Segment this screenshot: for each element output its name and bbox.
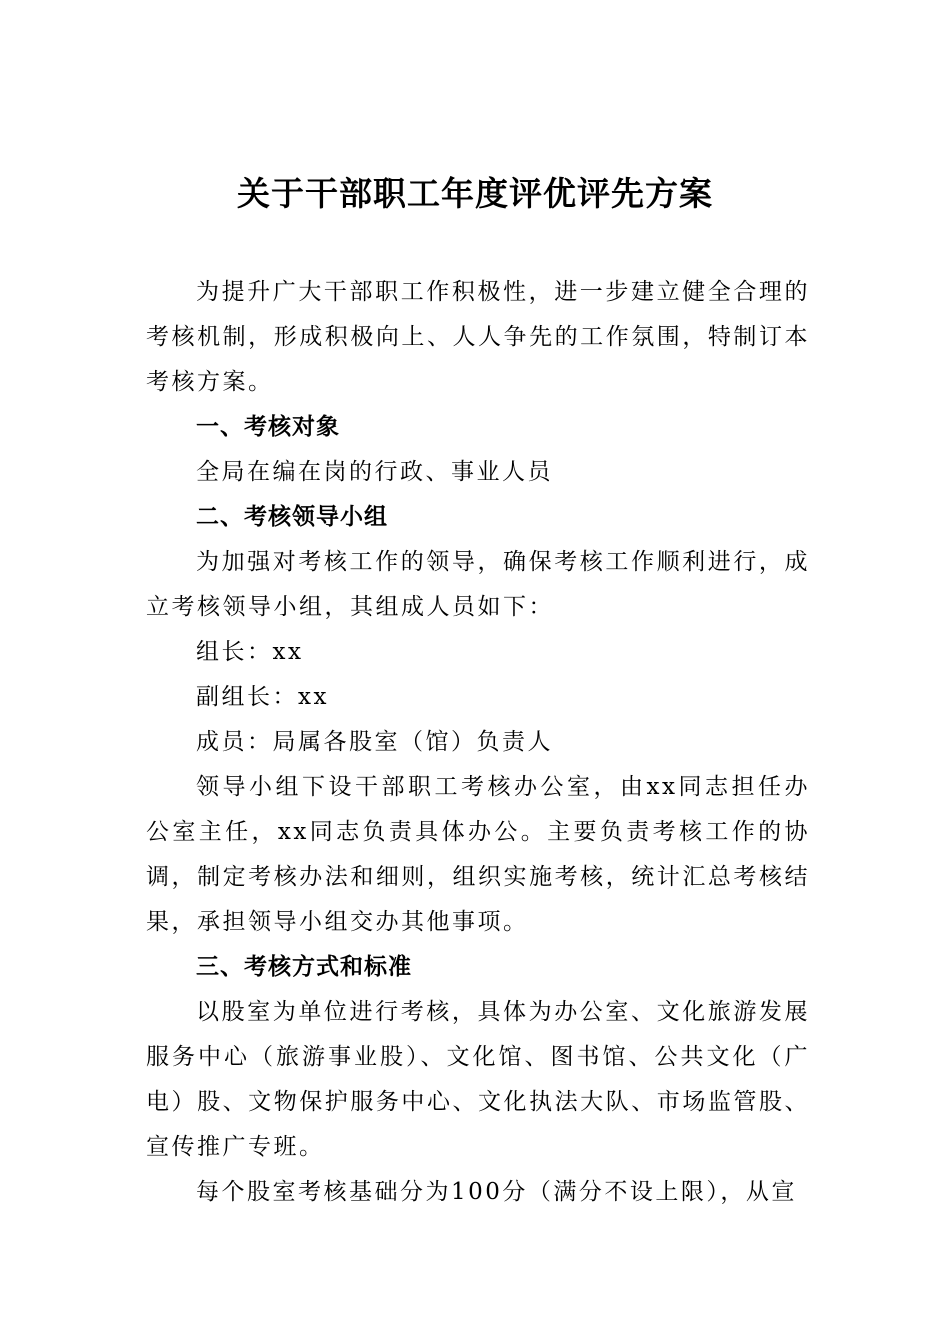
group-deputy-leader: 副组长：xx [196,684,329,710]
section-heading-1: 一、考核对象 [196,414,340,440]
document-title: 关于干部职工年度评优评先方案 [237,174,713,213]
office-paragraph: 领导小组下设干部职工考核办公室，由xx同志担任办公室主任，xx同志负责具体办公。主要负责考核工作的协调，制定考核办法和细则，组织实施考核，统计汇总考核结果，承担领导小组交办其他事项。 [146,774,810,935]
intro-paragraph: 为提升广大干部职工作积极性，进一步建立健全合理的考核机制，形成积极向上、人人争先的工作氛围，特制订本考核方案。 [146,279,810,395]
section-3-text: 以股室为单位进行考核，具体为办公室、文化旅游发展服务中心（旅游事业股）、文化馆、图书馆、公共文化（广电）股、文物保护服务中心、文化执法大队、市场监管股、宣传推广专班。 [146,999,810,1160]
group-leader: 组长：xx [196,639,304,665]
section-2-text: 为加强对考核工作的领导，确保考核工作顺利进行，成立考核领导小组，其组成人员如下： [146,549,810,620]
section-heading-2: 二、考核领导小组 [196,504,388,530]
document-body [146,270,810,1215]
section-1-text: 全局在编在岗的行政、事业人员 [196,459,553,485]
score-paragraph: 每个股室考核基础分为100分（满分不设上限），从宣 [196,1179,797,1205]
group-members: 成员：局属各股室（馆）负责人 [196,729,553,755]
section-heading-3: 三、考核方式和标准 [196,954,412,980]
